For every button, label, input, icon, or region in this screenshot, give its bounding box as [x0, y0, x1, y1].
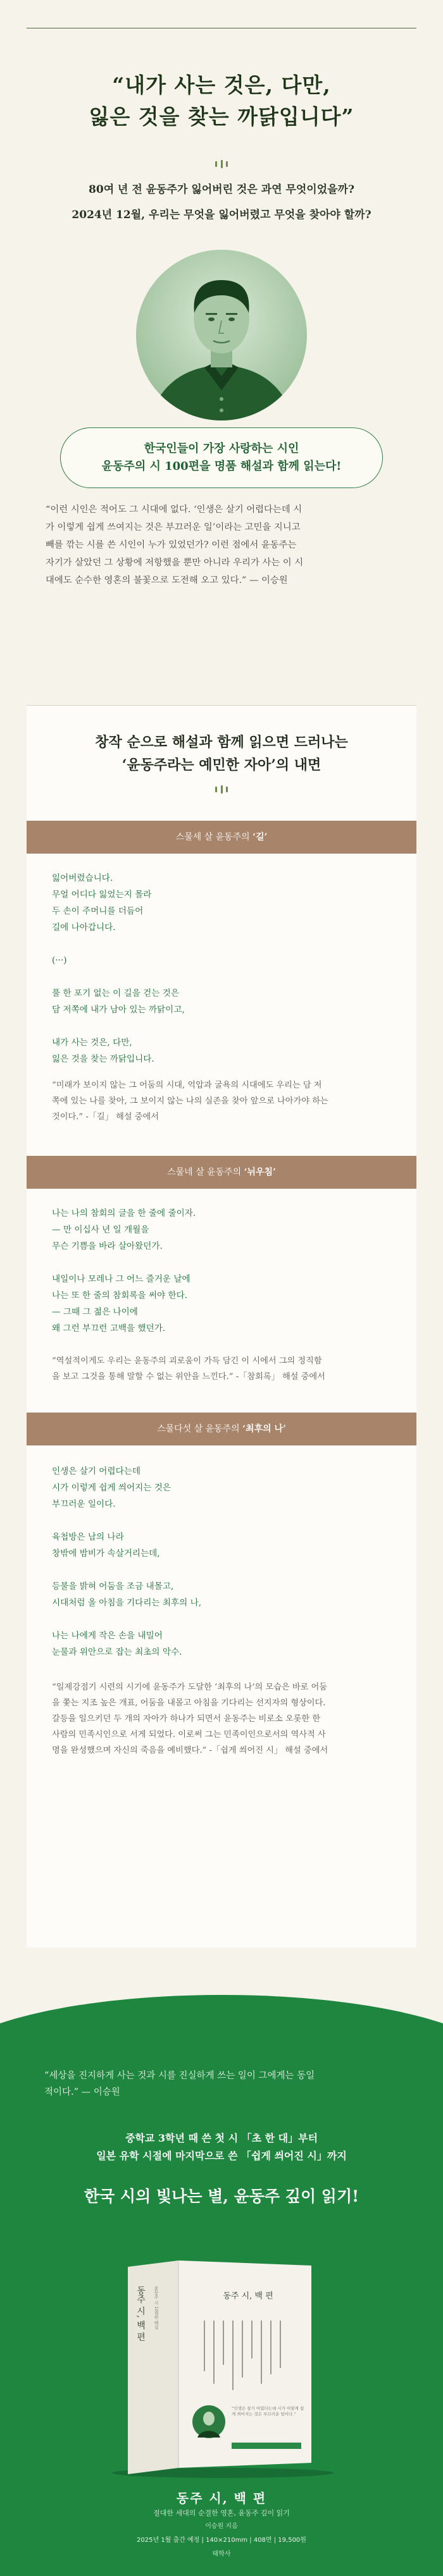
commentary-easy-poem [52, 1679, 394, 1758]
hero-headline: “내가 사는 것은, 다만, 잃은 것을 찾는 까닭입니다” [89, 73, 354, 129]
poem-line: (···) [52, 955, 67, 966]
poem-line: 두 손이 주머니를 더듬어 [52, 906, 144, 916]
poem-line [52, 969, 394, 985]
poem-excerpt-road [52, 870, 394, 1067]
poem-line: 담 저쪽에 내가 남아 있는 까닭이고, [52, 1005, 185, 1015]
commentary-road [52, 1077, 394, 1125]
book-spine-title: 동주 시, 백 편 [135, 2286, 146, 2341]
poem-line: 내가 사는 것은, 다만, [52, 1038, 132, 1048]
promo-subheading: 중학교 3학년 때 쓴 첫 시 「초 한 대」부터 일본 유학 시절에 마지막으로 쓴 「쉽게 씌어진 시」까지 [96, 2132, 347, 2162]
commentary-line: 을 쫓는 지조 높은 개표, 어둠을 내몰고 아침을 기다리는 선지자의 형상이다. [52, 1698, 326, 1708]
poem-excerpt-confession [52, 1205, 394, 1337]
promo-headline: 한국 시의 빛나는 별, 윤동주 깊이 읽기! [84, 2187, 359, 2205]
poem-line: 무슨 기쁨을 바라 살아왔던가. [52, 1241, 163, 1251]
commentary-line: 쪽에 있는 나를 찾아, 그 보이지 않는 나의 실존을 찾아 앞으로 나아가야 하는 [52, 1096, 328, 1106]
poem-excerpt-card [27, 705, 416, 1947]
poem-line: 잃은 것을 찾는 까닭입니다. [52, 1054, 154, 1064]
poem-line [52, 1611, 394, 1628]
commentary-line: “역설적이게도 우리는 윤동주의 괴로움이 가득 담긴 이 시에서 그의 정직함 [52, 1356, 322, 1366]
critic-quote [46, 501, 397, 589]
section-ribbon-age-24: 스물네 살 윤동주의 ‘뉘우침’ [27, 1156, 416, 1189]
book-title: 동주 시, 백 편 [176, 2491, 267, 2506]
poem-line: 시가 이렇게 쉽게 씌어지는 것은 [52, 1483, 171, 1493]
poem-line: 잃어버렸습니다. [52, 873, 113, 883]
poem-line: 부끄러운 일이다. [52, 1499, 116, 1509]
poem-line: 나는 나의 참회의 글을 한 줄에 줄이자. [52, 1208, 196, 1218]
poem-line: 시대처럼 올 아침을 기다리는 최후의 나, [52, 1598, 202, 1608]
quote-line: 가 이렇게 쉽게 쓰여지는 것은 부끄러운 일’이라는 고민을 지니고 [46, 522, 301, 532]
commentary-line: 명을 완성했으며 자신의 죽음을 예비했다.” -「쉽게 씌어진 시」 해설 중에서 [52, 1746, 328, 1755]
poem-line [52, 1018, 394, 1034]
poem-line: 나는 나에게 작은 손을 내밀어 [52, 1631, 163, 1641]
poem-line: 창밖에 밤비가 속살거리는데, [52, 1549, 160, 1559]
poem-line: 풀 한 포기 없는 이 길을 걷는 것은 [52, 988, 179, 998]
poem-line: 육첩방은 남의 나라 [52, 1532, 124, 1542]
poem-excerpt-easy-poem [52, 1463, 394, 1660]
hero-section [0, 0, 443, 586]
book-cover-quote: “인생은 살기 어렵다는데 시가 이렇게 쉽게 씌어지는 것은 부끄러운 일이다.” [232, 2406, 304, 2417]
commentary-confession [52, 1353, 394, 1385]
hero-question-1: 80여 년 전 윤동주가 잃어버린 것은 과연 무엇이었을까? [89, 183, 354, 196]
poem-line: — 만 이십사 년 일 개월을 [52, 1225, 149, 1235]
commentary-line: “미래가 보이지 않는 그 어둠의 시대, 억압과 굴욕의 시대에도 우리는 담 저 [52, 1081, 322, 1090]
poem-line: 등불을 밝혀 어둠을 조금 내몰고, [52, 1581, 174, 1592]
poem-line: 왜 그런 부끄런 고백을 했던가. [52, 1323, 166, 1334]
quote-line: 대에도 순수한 영혼의 불꽃으로 도전해 오고 있다.” — 이승원 [46, 575, 288, 586]
quote-line: “이런 시인은 적어도 그 시대에 없다. ‘인생은 살기 어렵다는데 시 [46, 505, 303, 515]
publisher-logo: 태학사 [212, 2551, 231, 2558]
poem-line: — 그때 그 젊은 나이에 [52, 1307, 138, 1317]
commentary-line: 사람의 민족시인으로 서게 되었다. 이로써 그는 민족이인으로서의 역사적 사 [52, 1730, 326, 1739]
book-spine-subtitle: 윤동주 시 100편 해설 [154, 2286, 159, 2330]
poem-line [52, 1254, 394, 1271]
commentary-line: 것이다.” -「길」 해설 중에서 [52, 1112, 159, 1122]
section-ribbon-age-23: 스물세 살 윤동주의 ‘길’ [27, 821, 416, 854]
promo-quote: “세상을 진지하게 사는 것과 시를 진실하게 쓰는 일이 그에게는 동일 적이다.” — 이승원 [44, 2071, 315, 2097]
poem-line: 나는 또 한 줄의 참회록을 써야 한다. [52, 1291, 188, 1301]
quote-line: 자기가 살았던 그 상황에 저항했을 뿐만 아니라 우리가 사는 이 시 [46, 558, 304, 568]
quote-line: 빼를 깎는 시를 쓴 시인이 누가 있었던가? 이런 점에서 윤동주는 [46, 540, 297, 550]
ornament-icon [215, 159, 228, 168]
section-ribbon-age-25: 스물다섯 살 윤동주의 ‘최후의 나’ [27, 1413, 416, 1445]
poem-line: 길에 나아갑니다. [52, 923, 116, 933]
book-meta: 2025년 1월 출간 예정 | 140×210mm | 408면 | 19,500원 [137, 2537, 306, 2544]
poem-line: 눈물과 위안으로 잡는 최초의 악수. [52, 1647, 182, 1657]
card-title: 창작 순으로 해설과 함께 읽으면 드러나는 ‘윤동주라는 예민한 자아’의 내면 [95, 734, 348, 773]
highlight-pill: 한국인들이 가장 사랑하는 시인 윤동주의 시 100편을 명품 해설과 함께 읽는다! [60, 427, 383, 488]
hero-question-2: 2024년 12월, 우리는 무엇을 잃어버렸고 무엇을 찾아야 할까? [72, 209, 371, 221]
book-author: 이승원 지음 [205, 2523, 238, 2530]
poem-line: 무얼 어디다 잃었는지 몰라 [52, 890, 152, 900]
commentary-line: “일제강점기 시련의 시기에 윤동주가 도달한 ‘최후의 나’의 모습은 바로 어둠 [52, 1683, 328, 1692]
poem-line: 내일이나 모레나 그 어느 즐거운 날에 [52, 1274, 190, 1284]
book-subtitle: 절대한 세대의 순결한 영혼, 윤동주 깊이 읽기 [153, 2509, 290, 2517]
poem-line: 인생은 살기 어렵다는데 [52, 1466, 140, 1476]
ornament-icon [215, 785, 228, 794]
book-cover-image [103, 2260, 337, 2479]
commentary-line: 을 보고 그것을 통해 말할 수 없는 위안을 느낀다.” -「참회록」 해설 중에서 [52, 1372, 325, 1382]
commentary-line: 갈등을 일으키던 두 개의 자아가 하나가 되면서 윤동주는 비로소 오롯한 한 [52, 1714, 321, 1724]
poet-portrait-image [136, 250, 307, 420]
poem-line [52, 1562, 394, 1578]
book-cover-title: 동주 시, 백 편 [223, 2291, 273, 2301]
poem-line [52, 1512, 394, 1529]
poem-line [52, 936, 394, 952]
